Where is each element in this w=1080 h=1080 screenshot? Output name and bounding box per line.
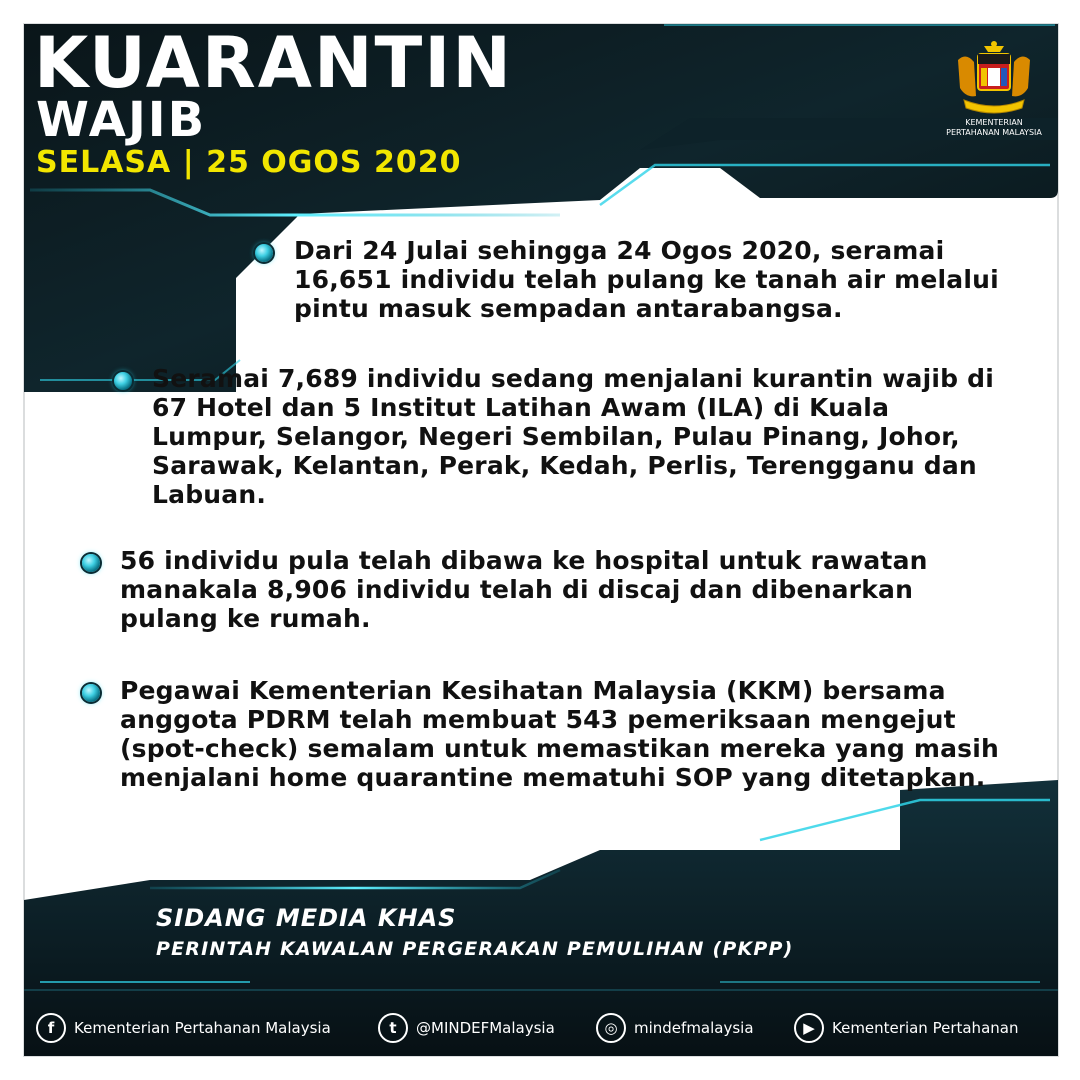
bullet-text-2: Seramai 7,689 individu sedang menjalani kurantin wajib di 67 Hotel dan 5 Institut Latihan Awam (ILA) di Kuala Lumpur, Selangor, Negeri Sembilan, Pulau Pinang, Johor, Sarawak, Kelantan, Perak, Kedah, Perlis, Terengganu dan Labuan. (152, 364, 994, 509)
instagram-label: mindefmalaysia (634, 1019, 754, 1037)
twitter-label: @MINDEFMalaysia (416, 1019, 555, 1037)
facebook-icon: f (36, 1013, 66, 1043)
title-line-2: WAJIB (36, 92, 207, 148)
media-subtitle: PERINTAH KAWALAN PERGERAKAN PEMULIHAN (PKPP) (156, 938, 794, 960)
youtube-icon: ▶ (794, 1013, 824, 1043)
social-instagram[interactable] (596, 1012, 754, 1044)
bullet-dot-icon (82, 684, 100, 702)
bullet-dot-icon (82, 554, 100, 572)
bullet-text-4: Pegawai Kementerian Kesihatan Malaysia (KKM) bersama anggota PDRM telah membuat 543 pemeriksaan mengejut (spot-check) semalam untuk memastikan mereka yang masih menjalani home quarantine mematuhi SOP yang ditetapkan. (120, 676, 1000, 792)
ministry-line-2: PERTAHANAN MALAYSIA (946, 128, 1042, 137)
bullet-dot-icon (114, 372, 132, 390)
bullet-dot-icon (255, 244, 273, 262)
twitter-icon: t (378, 1013, 408, 1043)
ministry-line-1: KEMENTERIAN (965, 118, 1023, 127)
facebook-label: Kementerian Pertahanan Malaysia (74, 1019, 331, 1037)
social-youtube[interactable] (794, 1012, 1018, 1044)
date-line: SELASA | 25 OGOS 2020 (36, 145, 462, 180)
title-line-1: KUARANTIN (34, 22, 513, 104)
social-twitter[interactable] (378, 1012, 555, 1044)
social-facebook[interactable] (36, 1012, 331, 1044)
youtube-label: Kementerian Pertahanan (832, 1019, 1019, 1037)
instagram-icon: ◎ (596, 1013, 626, 1043)
media-title: SIDANG MEDIA KHAS (156, 904, 457, 932)
ministry-name (934, 118, 1054, 138)
bullet-text-1: Dari 24 Julai sehingga 24 Ogos 2020, seramai 16,651 individu telah pulang ke tanah air melalui pintu masuk sempadan antarabangsa. (294, 236, 999, 323)
coat-of-arms-icon (944, 38, 1044, 128)
bullet-text-3: 56 individu pula telah dibawa ke hospital untuk rawatan manakala 8,906 individu telah di discaj dan dibenarkan pulang ke rumah. (120, 546, 928, 633)
